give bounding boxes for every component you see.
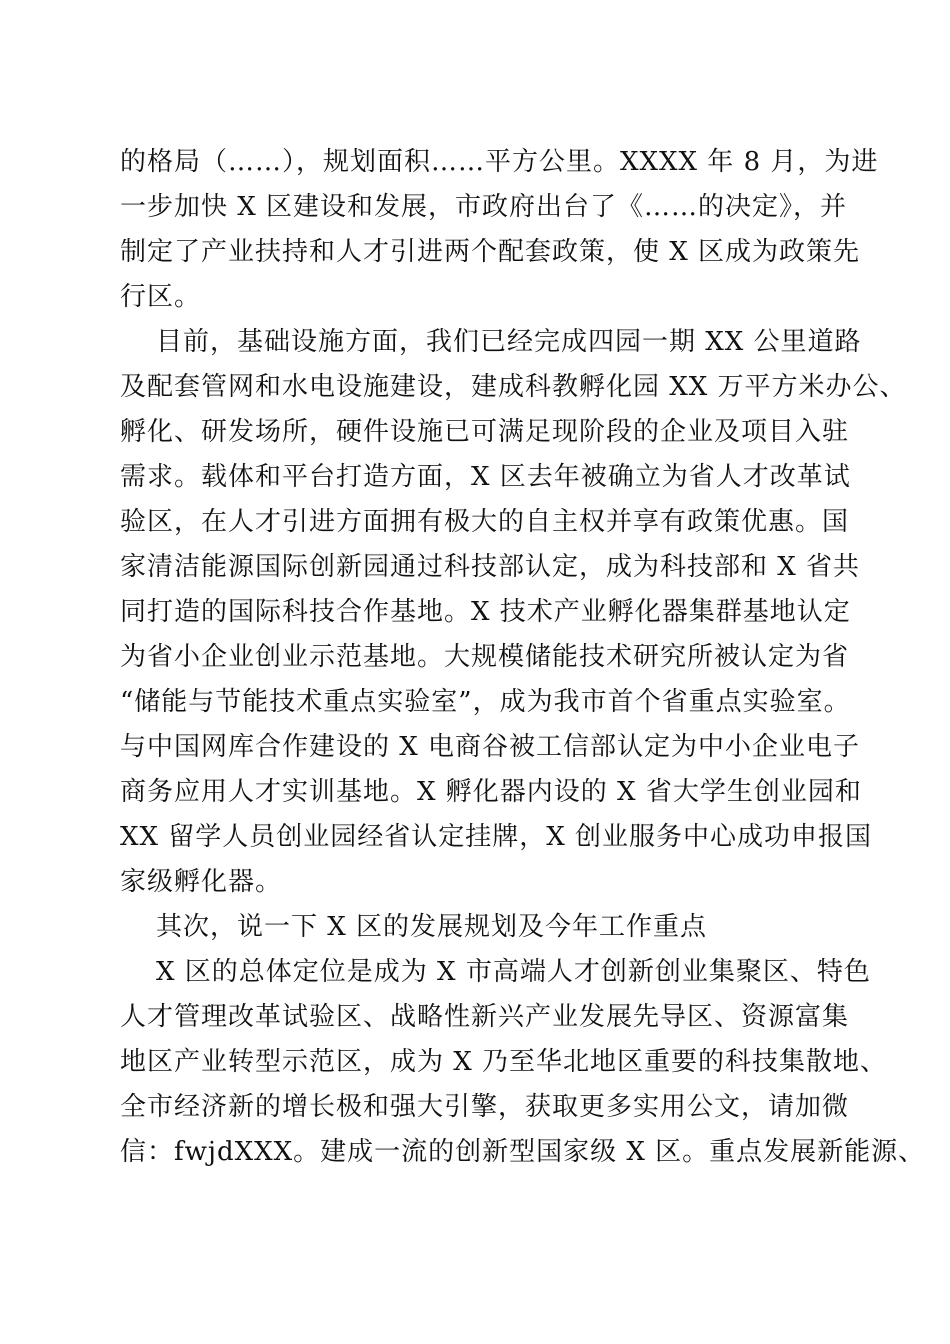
text-line: 全市经济新的增长极和强大引擎，获取更多实用公文，请加微 <box>120 1092 850 1122</box>
text-line: 家级孵化器。 <box>120 867 283 897</box>
text-line: 与中国网库合作建设的 X 电商谷被工信部认定为中小企业电子 <box>120 732 861 762</box>
section-heading-line: 其次，说一下 X 区的发展规划及今年工作重点 <box>156 912 708 942</box>
text-line: 为省小企业创业示范基地。大规模储能技术研究所被认定为省 <box>120 642 850 672</box>
text-line: 信：fwjdXXX。建成一流的创新型国家级 X 区。重点发展新能源、 <box>120 1137 926 1167</box>
text-line: 一步加快 X 区建设和发展，市政府出台了《……的决定》，并 <box>120 192 848 222</box>
paragraph-first-line: 目前，基础设施方面，我们已经完成四园一期 XX 公里道路 <box>156 327 862 357</box>
text-line: 地区产业转型示范区，成为 X 乃至华北地区重要的科技集散地、 <box>120 1047 888 1077</box>
text-line: 制定了产业扶持和人才引进两个配套政策，使 X 区成为政策先 <box>120 237 861 267</box>
text-line: 验区，在人才引进方面拥有极大的自主权并享有政策优惠。国 <box>120 507 850 537</box>
text-line: 家清洁能源国际创新园通过科技部认定，成为科技部和 X 省共 <box>120 552 861 582</box>
text-line: 孵化、研发场所，硬件设施已可满足现阶段的企业及项目入驻 <box>120 417 850 447</box>
text-line: “储能与节能技术重点实验室”，成为我市首个省重点实验室。 <box>120 687 851 717</box>
text-line: 商务应用人才实训基地。X 孵化器内设的 X 省大学生创业园和 <box>120 777 862 807</box>
text-line: 及配套管网和水电设施建设，建成科教孵化园 XX 万平方米办公、 <box>120 372 907 402</box>
text-line: XX 留学人员创业园经省认定挂牌，X 创业服务中心成功申报国 <box>120 822 873 852</box>
paragraph-first-line: X 区的总体定位是成为 X 市高端人才创新创业集聚区、特色 <box>156 957 871 987</box>
text-line: 人才管理改革试验区、战略性新兴产业发展先导区、资源富集 <box>120 1002 850 1032</box>
text-line: 的格局（……），规划面积……平方公里。XXXX 年 8 月，为进 <box>120 147 879 177</box>
text-line: 需求。载体和平台打造方面，X 区去年被确立为省人才改革试 <box>120 462 851 492</box>
text-line: 行区。 <box>120 282 202 312</box>
text-line: 同打造的国际科技合作基地。X 技术产业孵化器集群基地认定 <box>120 597 851 627</box>
